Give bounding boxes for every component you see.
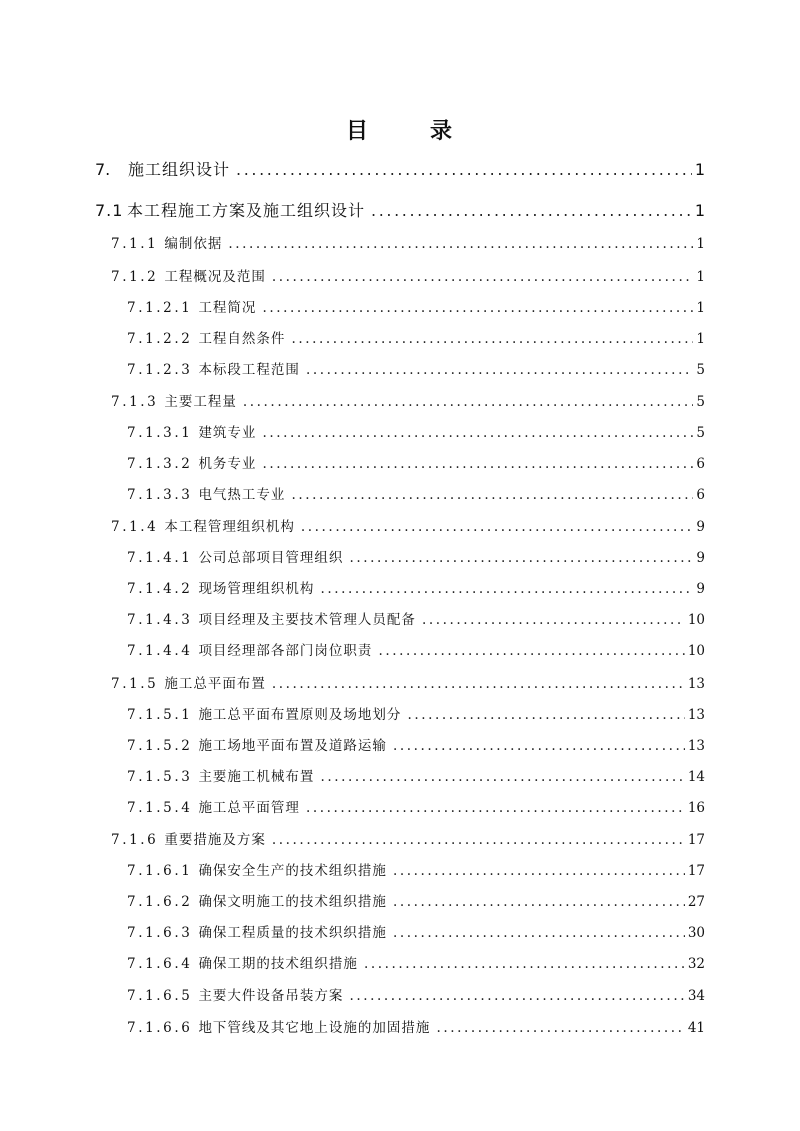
toc-dot-leader <box>243 394 694 410</box>
toc-entry-title: 本标段工程范围 <box>198 362 300 378</box>
toc-entry-number: 7.1.6.4 <box>127 956 193 972</box>
toc-entry-page: 16 <box>687 800 705 816</box>
toc-entry-page: 5 <box>696 425 705 441</box>
toc-entry[interactable] <box>95 157 705 180</box>
toc-dot-leader <box>393 925 685 941</box>
toc-entry-title: 重要措施及方案 <box>164 832 266 848</box>
toc-dot-leader <box>306 800 685 816</box>
toc-entry[interactable] <box>111 390 705 410</box>
toc-entry-page: 1 <box>696 300 705 316</box>
toc-entry-title: 项目经理部各部门岗位职责 <box>198 643 373 659</box>
toc-entry[interactable] <box>111 232 705 252</box>
toc-dot-leader <box>262 300 693 316</box>
toc-entry-page: 6 <box>696 456 705 472</box>
toc-dot-leader <box>306 362 693 378</box>
toc-entry-number: 7.1 <box>95 201 124 220</box>
toc-entry[interactable] <box>127 296 705 316</box>
toc-entry-page: 1 <box>696 236 705 252</box>
toc-dot-leader <box>262 425 693 441</box>
toc-entry-title: 确保安全生产的技术组织措施 <box>198 863 387 879</box>
toc-entry-title: 项目经理及主要技术管理人员配备 <box>198 612 416 628</box>
toc-entry-number: 7. <box>95 160 111 179</box>
toc-entry-page: 1 <box>694 160 705 179</box>
toc-entry[interactable] <box>127 734 705 754</box>
toc-entry-number: 7.1.5 <box>111 676 159 692</box>
toc-entry-number: 7.1.3.1 <box>127 425 193 441</box>
toc-entry-page: 9 <box>696 581 705 597</box>
toc-entry-number: 7.1.6.1 <box>127 863 193 879</box>
toc-entry-number: 7.1.5.3 <box>127 769 193 785</box>
toc-dot-leader <box>378 643 684 659</box>
toc-entry[interactable] <box>127 358 705 378</box>
toc-entry-title: 工程概况及范围 <box>164 269 266 285</box>
toc-entry-page: 17 <box>687 832 705 848</box>
toc-entry-page: 17 <box>687 863 705 879</box>
toc-dot-leader <box>236 160 692 179</box>
toc-entry-page: 14 <box>687 769 705 785</box>
toc-entry-title: 工程自然条件 <box>198 331 286 347</box>
toc-entry-page: 30 <box>687 925 705 941</box>
toc-entry-number: 7.1.3.2 <box>127 456 193 472</box>
toc-entry-page: 1 <box>694 201 705 220</box>
toc-dot-leader <box>393 894 685 910</box>
toc-entry-page: 5 <box>696 394 705 410</box>
toc-entry-number: 7.1.5.1 <box>127 707 193 723</box>
toc-dot-leader <box>436 1020 684 1036</box>
toc-entry[interactable] <box>127 608 705 628</box>
toc-entry-title: 电气热工专业 <box>198 487 286 503</box>
toc-dot-leader <box>272 676 685 692</box>
toc-entry[interactable] <box>127 859 705 879</box>
toc-entry-number: 7.1.6.5 <box>127 988 193 1004</box>
toc-entry[interactable] <box>127 452 705 472</box>
toc-entry-page: 9 <box>696 519 705 535</box>
toc-entry-number: 7.1.6.2 <box>127 894 193 910</box>
toc-entry[interactable] <box>127 577 705 597</box>
toc-entry-number: 7.1.6 <box>111 832 159 848</box>
toc-dot-leader <box>393 863 685 879</box>
toc-entry[interactable] <box>127 546 705 566</box>
toc-entry-number: 7.1.4.4 <box>127 643 193 659</box>
toc-entry-page: 27 <box>687 894 705 910</box>
toc-entry[interactable] <box>127 483 705 503</box>
toc-entry-page: 5 <box>696 362 705 378</box>
toc-entry-title: 确保工期的技术组织措施 <box>198 956 358 972</box>
toc-dot-leader <box>349 988 684 1004</box>
toc-entry[interactable] <box>127 703 705 723</box>
toc-entry[interactable] <box>127 639 705 659</box>
toc-entry[interactable] <box>111 828 705 848</box>
toc-entry-page: 13 <box>687 707 705 723</box>
toc-entry-title: 施工组织设计 <box>128 160 231 179</box>
toc-entry-title: 主要施工机械布置 <box>198 769 315 785</box>
toc-dot-leader <box>320 581 693 597</box>
toc-entry-number: 7.1.4 <box>111 519 159 535</box>
toc-entry[interactable] <box>127 952 705 972</box>
toc-entry-title: 地下管线及其它地上设施的加固措施 <box>198 1020 431 1036</box>
toc-dot-leader <box>262 456 693 472</box>
toc-dot-leader <box>291 487 693 503</box>
toc-entry-page: 6 <box>696 487 705 503</box>
toc-entry-page: 41 <box>687 1020 705 1036</box>
toc-entry-number: 7.1.2.2 <box>127 331 193 347</box>
toc-entry-title: 施工总平面布置原则及场地划分 <box>198 707 402 723</box>
toc-entry-title: 主要工程量 <box>164 394 237 410</box>
toc-entry-title: 确保文明施工的技术组织措施 <box>198 894 387 910</box>
toc-entry[interactable] <box>95 198 705 221</box>
toc-dot-leader <box>272 832 685 848</box>
toc-entry-title: 现场管理组织机构 <box>198 581 315 597</box>
toc-entry-number: 7.1.5.4 <box>127 800 193 816</box>
toc-entry-page: 1 <box>696 331 705 347</box>
toc-entry[interactable] <box>127 1016 705 1036</box>
toc-entry-number: 7.1.2 <box>111 269 159 285</box>
toc-dot-leader <box>320 769 684 785</box>
toc-entry-number: 7.1.1 <box>111 236 159 252</box>
toc-entry-number: 7.1.6.6 <box>127 1020 193 1036</box>
toc-dot-leader <box>364 956 685 972</box>
toc-entry-page: 10 <box>687 612 705 628</box>
toc-dot-leader <box>291 331 693 347</box>
toc-entry-number: 7.1.4.3 <box>127 612 193 628</box>
toc-entry[interactable] <box>111 515 705 535</box>
toc-entry-page: 32 <box>687 956 705 972</box>
toc-entry-title: 编制依据 <box>164 236 223 252</box>
toc-entry-title: 本工程管理组织机构 <box>164 519 295 535</box>
toc-entry[interactable] <box>127 421 705 441</box>
toc-dot-leader <box>272 269 694 285</box>
toc-entry-title: 建筑专业 <box>198 425 257 441</box>
toc-dot-leader <box>393 738 685 754</box>
toc-entry-number: 7.1.4.2 <box>127 581 193 597</box>
toc-dot-leader <box>371 201 692 220</box>
toc-entry[interactable] <box>127 765 705 785</box>
toc-entry[interactable] <box>111 672 705 692</box>
toc-entry[interactable] <box>127 796 705 816</box>
toc-entry-title: 主要大件设备吊装方案 <box>198 988 344 1004</box>
toc-dot-leader <box>349 550 693 566</box>
toc-entry-page: 10 <box>687 643 705 659</box>
toc-entry-title: 施工总平面管理 <box>198 800 300 816</box>
toc-entry-page: 1 <box>696 269 705 285</box>
toc-entry-number: 7.1.2.3 <box>127 362 193 378</box>
toc-dot-leader <box>407 707 684 723</box>
toc-entry[interactable] <box>111 265 705 285</box>
toc-entry-page: 9 <box>696 550 705 566</box>
title-char-1: 目 <box>345 119 370 144</box>
title-char-2: 录 <box>430 119 455 144</box>
toc-entry[interactable] <box>127 921 705 941</box>
toc-entry-title: 工程简况 <box>198 300 257 316</box>
page-title <box>0 114 800 145</box>
toc-entry-page: 13 <box>687 676 705 692</box>
toc-entry-title: 公司总部项目管理组织 <box>198 550 344 566</box>
toc-entry-number: 7.1.6.3 <box>127 925 193 941</box>
toc-entry[interactable] <box>127 327 705 347</box>
toc-entry-title: 机务专业 <box>198 456 257 472</box>
toc-entry-number: 7.1.3 <box>111 394 159 410</box>
toc-entry-number: 7.1.2.1 <box>127 300 193 316</box>
toc-entry-title: 施工场地平面布置及道路运输 <box>198 738 387 754</box>
toc-entry[interactable] <box>127 890 705 910</box>
toc-entry-number: 7.1.3.3 <box>127 487 193 503</box>
toc-entry-page: 34 <box>687 988 705 1004</box>
toc-entry-title: 确保工程质量的技术织织措施 <box>198 925 387 941</box>
toc-entry-number: 7.1.5.2 <box>127 738 193 754</box>
toc-entry-number: 7.1.4.1 <box>127 550 193 566</box>
toc-entry-title: 施工总平面布置 <box>164 676 266 692</box>
toc-dot-leader <box>228 236 693 252</box>
toc-dot-leader <box>422 612 685 628</box>
toc-entry-title: 本工程施工方案及施工组织设计 <box>127 201 366 220</box>
toc-dot-leader <box>301 519 694 535</box>
toc-entry-page: 13 <box>687 738 705 754</box>
toc-entry[interactable] <box>127 984 705 1004</box>
